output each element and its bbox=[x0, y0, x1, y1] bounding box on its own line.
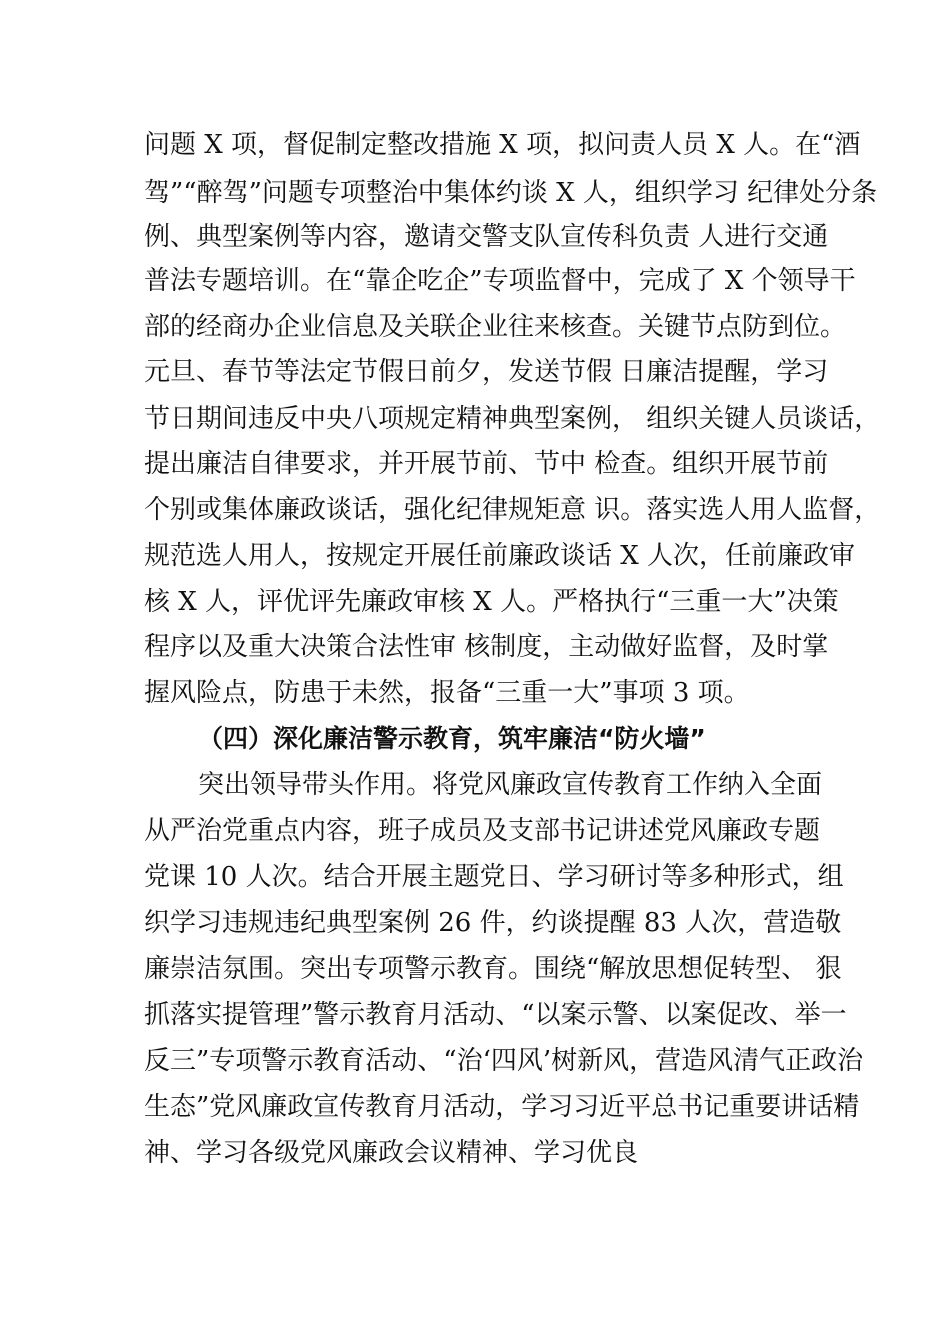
body-line-4: 普法专题培训。在“靠企吃企”专项监督中，完成了 X 个领导干 bbox=[144, 266, 856, 296]
body-line-18: 廉崇洁氛围。突出专项警示教育。围绕“解放思想促转型、 狠 bbox=[144, 954, 842, 984]
body-line-2: 驾”“醉驾”问题专项整治中集体约谈 X 人，组织学习 纪律处分条 bbox=[144, 178, 878, 208]
body-line-22: 神、学习各级党风廉政会议精神、学习优良 bbox=[144, 1138, 639, 1168]
body-line-6: 元旦、春节等法定节假日前夕，发送节假 日廉洁提醒，学习 bbox=[144, 357, 829, 387]
body-line-19: 抓落实提管理”警示教育月活动、“以案示警、以案促改、举一 bbox=[144, 1000, 847, 1030]
body-line-11: 核 X 人，评优评先廉政审核 X 人。严格执行“三重一大”决策 bbox=[144, 587, 839, 617]
body-line-7: 节日期间违反中央八项规定精神典型案例， 组织关键人员谈话， bbox=[144, 404, 881, 434]
body-line-12: 程序以及重大决策合法性审 核制度，主动做好监督，及时掌 bbox=[144, 632, 829, 662]
body-line-10: 规范选人用人，按规定开展任前廉政谈话 X 人次，任前廉政审 bbox=[144, 541, 856, 571]
body-line-9: 个别或集体廉政谈话，强化纪律规矩意 识。落实选人用人监督， bbox=[144, 495, 881, 525]
body-line-1: 问题 X 项，督促制定整改措施 X 项，拟问责人员 X 人。在“酒 bbox=[144, 130, 861, 160]
body-line-3: 例、典型案例等内容，邀请交警支队宣传科负责 人进行交通 bbox=[144, 222, 829, 252]
body-line-8: 提出廉洁自律要求，并开展节前、节中 检查。组织开展节前 bbox=[144, 449, 829, 479]
body-line-21: 生态”党风廉政宣传教育月活动，学习习近平总书记重要讲话精 bbox=[144, 1092, 860, 1122]
body-line-17: 织学习违规违纪典型案例 26 件，约谈提醒 83 人次，营造敬 bbox=[144, 908, 842, 938]
body-line-16: 党课 10 人次。结合开展主题党日、学习研讨等多种形式，组 bbox=[144, 862, 844, 892]
body-line-20: 反三”专项警示教育活动、“治‘四风’树新风，营造风清气正政治 bbox=[144, 1046, 864, 1076]
section-heading: （四）深化廉洁警示教育，筑牢廉洁“防火墙” bbox=[198, 724, 706, 753]
body-line-15: 从严治党重点内容，班子成员及支部书记讲述党风廉政专题 bbox=[144, 816, 821, 846]
body-line-13: 握风险点，防患于未然，报备“三重一大”事项 3 项。 bbox=[144, 678, 750, 708]
body-line-5: 部的经商办企业信息及关联企业往来核查。关键节点防到位。 bbox=[144, 312, 847, 342]
body-line-14: 突出领导带头作用。将党风廉政宣传教育工作纳入全面 bbox=[198, 770, 823, 800]
